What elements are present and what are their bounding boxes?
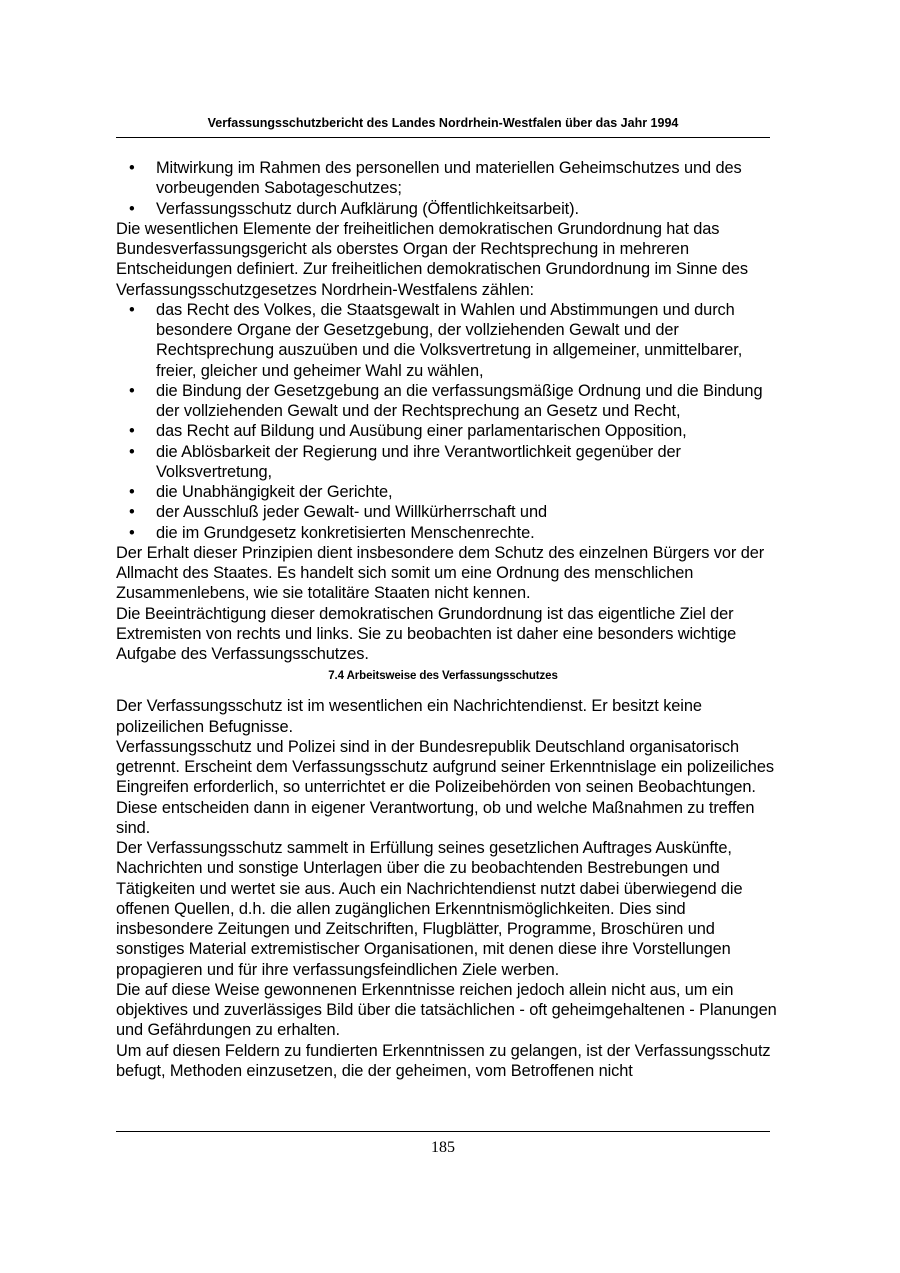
list-item	[116, 421, 786, 441]
body-text	[116, 158, 786, 1081]
list-item	[116, 442, 786, 483]
bullet-icon: •	[129, 199, 135, 218]
list-item	[116, 502, 786, 522]
paragraph-beeintraechtigung: Die Beeinträchtigung dieser demokratischen Grundordnung ist das eigentliche Ziel der Extremisten von rechts und links. Sie zu beobachten ist daher eine besonders wichtige Aufgabe des Verfassungsschutzes.	[116, 604, 737, 663]
list-item	[116, 523, 786, 543]
list-item-text: die im Grundgesetz konkretisierten Menschenrechte.	[156, 523, 535, 542]
list-item	[116, 199, 786, 219]
list-item-text: die Unabhängigkeit der Gerichte,	[156, 483, 393, 501]
section-heading: 7.4 Arbeitsweise des Verfassungsschutzes	[328, 670, 558, 683]
bullet-icon: •	[129, 483, 135, 501]
header-rule	[116, 137, 770, 138]
paragraph-fdgo: Die wesentlichen Elemente der freiheitlichen demokratischen Grundordnung hat das Bundesverfassungsgericht als oberstes Organ der Rechtsprechung in mehreren Entscheidungen definiert. Zur freiheitlichen demokratischen Grundordnung im Sinne des Verfassungsschutzgesetzes Nordrhein-Westfalens zählen:	[116, 219, 749, 299]
bullet-icon: •	[129, 422, 135, 441]
fdgo-bullet-list	[116, 300, 786, 543]
list-item-text: die Bindung der Gesetzgebung an die verfassungsmäßige Ordnung und die Bindung der vollziehenden Gewalt und der Rechtsprechung an Gesetz und Recht,	[156, 381, 763, 420]
list-item-text: Mitwirkung im Rahmen des personellen und materiellen Geheimschutzes und des vorbeugenden Sabotageschutzes;	[156, 159, 742, 198]
page-number: 185	[431, 1139, 455, 1156]
list-item	[116, 158, 786, 199]
bullet-icon: •	[129, 159, 135, 177]
bullet-icon: •	[129, 300, 135, 319]
list-item-text: das Recht des Volkes, die Staatsgewalt in Wahlen und Abstimmungen und durch besondere Organe der Gesetzgebung, der vollziehenden Gewalt und der Rechtsprechung auszuüben und die Volksvertretung in allgemeiner, unmittelbarer, freier, gleicher und geheimer Wahl zu wählen,	[156, 300, 743, 380]
list-item-text: die Ablösbarkeit der Regierung und ihre Verantwortlichkeit gegenüber der Volksvertretung,	[156, 442, 681, 481]
bullet-icon: •	[129, 503, 135, 522]
list-item-text: das Recht auf Bildung und Ausübung einer parlamentarischen Opposition,	[156, 422, 687, 441]
paragraph-methoden: Um auf diesen Feldern zu fundierten Erkenntnissen zu gelangen, ist der Verfassungsschutz befugt, Methoden einzusetzen, die der geheimen, vom Betroffenen nicht	[116, 1041, 771, 1080]
list-item	[116, 381, 786, 422]
list-item-text: Verfassungsschutz durch Aufklärung (Öffentlichkeitsarbeit).	[156, 199, 579, 218]
footer-rule	[116, 1131, 770, 1132]
bullet-icon: •	[129, 381, 135, 400]
paragraph-sammelt: Der Verfassungsschutz sammelt in Erfüllung seines gesetzlichen Auftrages Auskünfte, Nachrichten und sonstige Unterlagen über die zu beobachtenden Bestrebungen und Tätigkeiten und wertet sie aus. Auch ein Nachrichtendienst nutzt dabei überwiegend die offenen Quellen, d.h. die allen zugänglichen Erkenntnismöglichkeiten. Dies sind insbesondere Zeitungen und Zeitschriften, Flugblätter, Programme, Broschüren und sonstiges Material extremistischer Organisationen, mit denen diese ihre Vorstellungen propagieren und für ihre verfassungsfeindlichen Ziele werben.	[116, 839, 743, 979]
running-header: Verfassungsschutzbericht des Landes Nordrhein-Westfalen über das Jahr 1994	[207, 116, 679, 130]
list-item	[116, 300, 786, 381]
paragraph-erkenntnisse: Die auf diese Weise gewonnenen Erkenntnisse reichen jedoch allein nicht aus, um ein objektives und zuverlässiges Bild über die tatsächlichen - oft geheimgehaltenen - Planungen und Gefährdungen zu erhalten.	[116, 980, 777, 1040]
paragraph-erhalt: Der Erhalt dieser Prinzipien dient insbesondere dem Schutz des einzelnen Bürgers vor der Allmacht des Staates. Es handelt sich somit um eine Ordnung des menschlichen Zusammenlebens, wie sie totalitäre Staaten nicht kennen.	[116, 543, 765, 603]
paragraph-nachrichtendienst: Der Verfassungsschutz ist im wesentlichen ein Nachrichtendienst. Er besitzt keine polizeilichen Befugnisse.	[116, 697, 702, 736]
list-item-text: der Ausschluß jeder Gewalt- und Willkürherrschaft und	[156, 503, 547, 522]
list-item	[116, 482, 786, 502]
intro-bullet-list	[116, 158, 786, 219]
paragraph-polizei: Verfassungsschutz und Polizei sind in der Bundesrepublik Deutschland organisatorisch getrennt. Erscheint dem Verfassungsschutz aufgrund seiner Erkenntnislage ein polizeiliches Eingreifen erforderlich, so unterrichtet er die Polizeibehörden von seinen Beobachtungen. Diese entscheiden dann in eigener Verantwortung, ob und welche Maßnahmen zu treffen sind.	[116, 737, 774, 837]
bullet-icon: •	[129, 523, 135, 542]
bullet-icon: •	[129, 442, 135, 461]
